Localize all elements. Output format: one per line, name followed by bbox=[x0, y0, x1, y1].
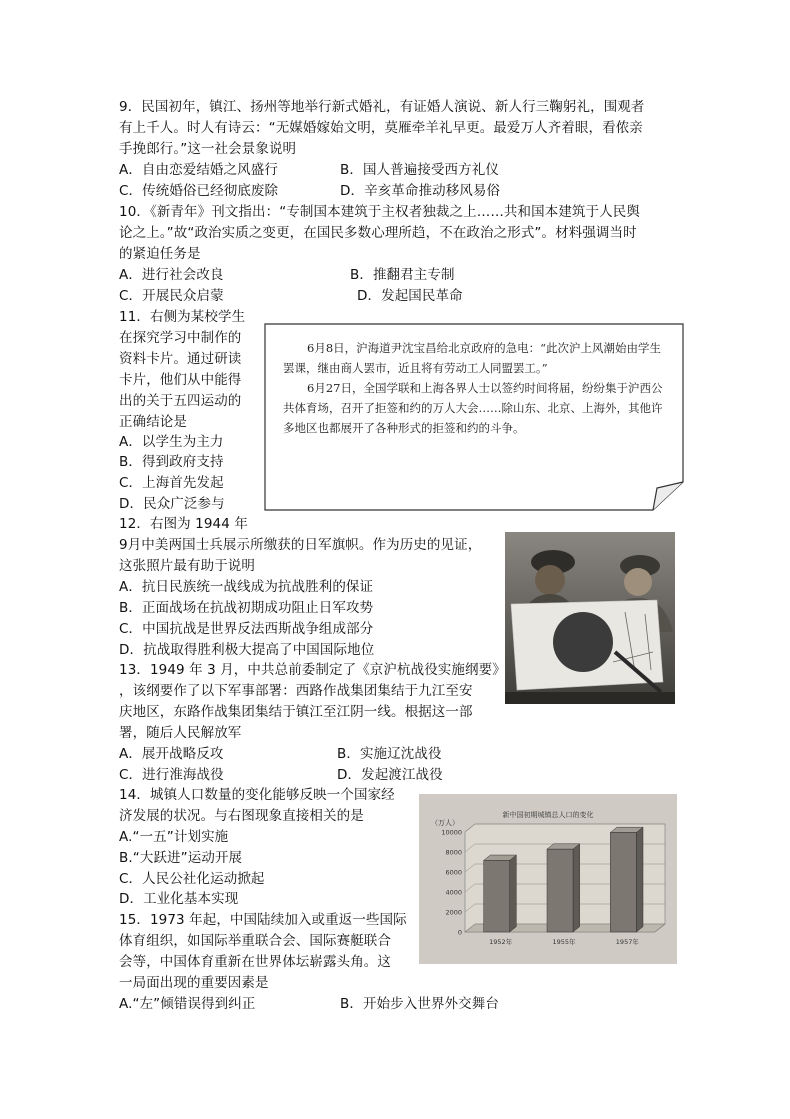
chart-bar-side bbox=[573, 844, 580, 932]
q10-stem-line-1: 10．《新青年》刊文指出：“专制国本建筑于主权者独裁之上……共和国本建筑于人民舆 bbox=[119, 204, 640, 220]
card-paragraph-1: 6月8日，沪海道尹沈宝昌给北京政府的急电：“此次沪上风潮始由学生罢课，继由商人罢市，近且将有劳动工人同盟罢工。” bbox=[283, 341, 662, 375]
q14-option-c: C．人民公社化运动掀起 bbox=[119, 871, 265, 887]
q11-stem-line-2: 在探究学习中制作的 bbox=[119, 330, 242, 346]
chart-x-tick-label: 1952年 bbox=[489, 938, 513, 946]
chart-svg bbox=[419, 794, 677, 964]
chart-bar bbox=[484, 860, 510, 932]
q12-option-c: C．中国抗战是世界反法西斯战争组成部分 bbox=[119, 621, 374, 637]
chart-y-tick-label: 0 bbox=[457, 928, 462, 937]
chart-y-unit: （万人） bbox=[431, 819, 459, 827]
q9-option-b: B．国人普遍接受西方礼仪 bbox=[340, 162, 499, 178]
chart-bar-side bbox=[636, 827, 643, 932]
q15-stem-line-3: 会等，中国体育重新在世界体坛崭露头角。这 bbox=[119, 954, 391, 970]
q13-stem-line-3: 庆地区，东路作战集团集结于镇江至江阴一线。根据这一部 bbox=[119, 704, 473, 720]
card-text bbox=[283, 338, 663, 438]
population-chart-photo bbox=[419, 794, 677, 964]
q10-option-a: A．进行社会改良 bbox=[119, 267, 224, 283]
q11-stem-line-5: 出的关于五四运动的 bbox=[119, 393, 242, 409]
q9-stem-line-3: 手挽郎行。”这一社会景象说明 bbox=[119, 141, 297, 157]
q10-stem-line-2: 论之上。”故“政治实质之变更，在国民多数心理所趋，不在政治之形式”。材料强调当时 bbox=[119, 225, 637, 241]
q12-stem-line-2: 9月中美两国士兵展示所缴获的日军旗帜。作为历史的见证， bbox=[119, 537, 482, 553]
chart-bar bbox=[610, 833, 636, 932]
chart-y-tick-label: 6000 bbox=[445, 868, 462, 877]
q14-stem-line-1: 14．城镇人口数量的变化能够反映一个国家经 bbox=[119, 787, 395, 803]
q13-option-c: C．进行淮海战役 bbox=[119, 767, 224, 783]
q11-option-d: D．民众广泛参与 bbox=[119, 496, 225, 512]
q9-option-a: A．自由恋爱结婚之风盛行 bbox=[119, 162, 278, 178]
q11-stem-line-4: 卡片，他们从中能得 bbox=[119, 372, 242, 388]
q12-option-a: A．抗日民族统一战线成为抗战胜利的保证 bbox=[119, 579, 374, 595]
q13-stem-line-1: 13．1949 年 3 月，中共总前委制定了《京沪杭战役实施纲要》 bbox=[119, 662, 506, 678]
q10-option-b: B．推翻君主专制 bbox=[350, 267, 455, 283]
q15-stem-line-4: 一局面出现的重要因素是 bbox=[119, 975, 269, 991]
soldiers-flag-photo bbox=[505, 532, 675, 704]
q14-stem-line-2: 济发展的状况。与右图现象直接相关的是 bbox=[119, 808, 364, 824]
q13-option-a: A．展开战略反攻 bbox=[119, 746, 224, 762]
q11-option-a: A．以学生为主力 bbox=[119, 434, 224, 450]
q12-stem-line-3: 这张照片最有助于说明 bbox=[119, 558, 255, 574]
q13-option-d: D．发起渡江战役 bbox=[337, 767, 443, 783]
q10-option-c: C．开展民众启蒙 bbox=[119, 288, 224, 304]
q9-stem-line-2: 有上千人。时人有诗云：“无媒婚嫁始文明，莫雁牵羊礼早更。最爱万人齐着眼，看侬亲 bbox=[119, 120, 643, 136]
q13-stem-line-2: ，该纲要作了以下军事部署：西路作战集团集结于九江至安 bbox=[119, 683, 473, 699]
q11-stem-line-6: 正确结论是 bbox=[119, 414, 187, 430]
q13-option-b: B．实施辽沈战役 bbox=[337, 746, 442, 762]
chart-bar-side bbox=[510, 855, 517, 932]
card-paragraph-2: 6月27日，全国学联和上海各界人士以签约时间将届，纷纷集于沪西公共体育场，召开了拒签和约的万人大会……除山东、北京、上海外，其他许多地区也都展开了各种形式的拒签和约的斗争。 bbox=[283, 381, 663, 435]
q10-stem-line-3: 的紧迫任务是 bbox=[119, 246, 201, 262]
q10-option-d: D．发起国民革命 bbox=[357, 288, 463, 304]
chart-y-tick-label: 8000 bbox=[445, 848, 462, 857]
q12-option-b: B．正面战场在抗战初期成功阻止日军攻势 bbox=[119, 600, 374, 616]
q11-stem-line-1: 11．右侧为某校学生 bbox=[119, 309, 246, 325]
q11-option-c: C．上海首先发起 bbox=[119, 475, 224, 491]
q12-stem-line-1: 12．右图为 1944 年 bbox=[119, 516, 248, 532]
q9-option-c: C．传统婚俗已经彻底废除 bbox=[119, 183, 279, 199]
q9-option-d: D．辛亥革命推动移风易俗 bbox=[340, 183, 501, 199]
q15-option-a: A.“左”倾错误得到纠正 bbox=[119, 996, 256, 1012]
material-card bbox=[263, 322, 687, 512]
q12-option-d: D．抗战取得胜利极大提高了中国国际地位 bbox=[119, 642, 375, 658]
chart-y-tick-label: 4000 bbox=[445, 888, 462, 897]
q13-stem-line-4: 署，随后人民解放军 bbox=[119, 725, 242, 741]
chart-bar bbox=[547, 849, 573, 932]
chart-title: 新中国初期城镇总人口的变化 bbox=[502, 811, 594, 819]
chart-x-tick-label: 1955年 bbox=[552, 938, 576, 946]
q9-stem-line-1: 9．民国初年，镇江、扬州等地举行新式婚礼，有证婚人演说、新人行三鞠躬礼，围观者 bbox=[119, 99, 645, 115]
chart-y-tick-label: 10000 bbox=[441, 828, 462, 837]
q14-option-a: A.“一五”计划实施 bbox=[119, 829, 229, 845]
q11-option-b: B．得到政府支持 bbox=[119, 454, 224, 470]
q11-stem-line-3: 资料卡片。通过研读 bbox=[119, 351, 242, 367]
q15-option-b: B．开始步入世界外交舞台 bbox=[340, 996, 499, 1012]
chart-x-tick-label: 1957年 bbox=[615, 938, 639, 946]
q14-option-b: B.“大跃进”运动开展 bbox=[119, 850, 243, 866]
q15-stem-line-1: 15．1973 年起，中国陆续加入或重返一些国际 bbox=[119, 912, 407, 928]
q15-stem-line-2: 体育组织，如国际举重联合会、国际赛艇联合 bbox=[119, 933, 391, 949]
chart-y-tick-label: 2000 bbox=[445, 908, 462, 917]
q14-option-d: D．工业化基本实现 bbox=[119, 891, 239, 907]
